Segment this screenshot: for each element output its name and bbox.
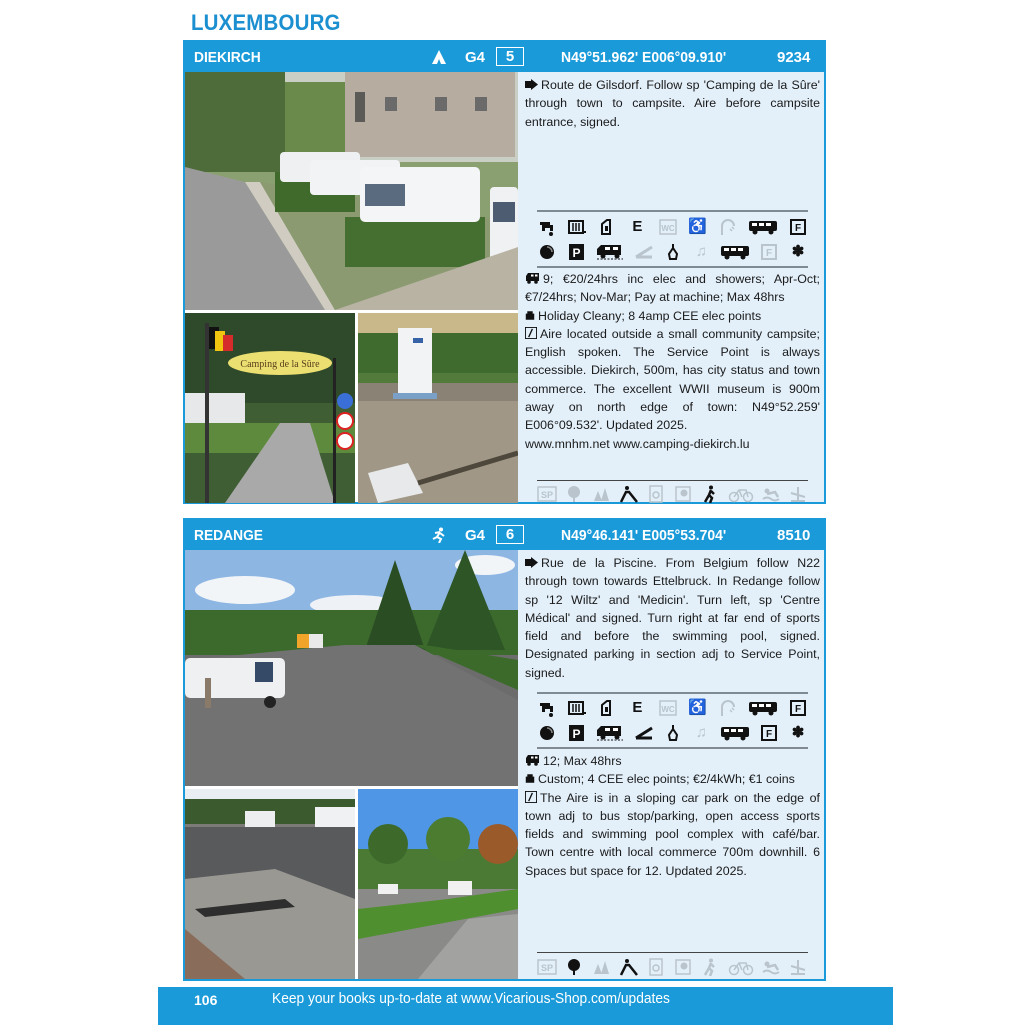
svg-text:F: F (794, 223, 802, 234)
water-tap-icon (537, 699, 557, 717)
directions-text: Rue de la Piscine. From Belgium follow N22 through town towards Ettelbruck. In Redange follow sp '12 Wiltz' and 'Medicin'. Turn left, sp 'Centre Médical' and signed. Turn right at far end of sports field and before the swimming pool, signed. Designated parking in section adj to Service Point, signed. (525, 556, 820, 680)
electricity-icon: E (632, 217, 643, 235)
lighting-icon (663, 243, 683, 261)
gps-coordinates: N49°46.141' E005°53.704' (561, 527, 727, 544)
noise-icon: ♫ (695, 723, 707, 741)
open-all-year-icon: ✽ (791, 242, 805, 260)
page-title: LUXEMBOURG (191, 10, 341, 35)
walking-icon (700, 485, 720, 503)
wheelchair-icon: ♿ (688, 698, 707, 716)
arrow-directions-icon (525, 557, 538, 568)
page-footer (158, 987, 893, 1025)
entry-name: REDANGE (194, 527, 264, 544)
grey-water-drain-icon (567, 218, 587, 236)
sports-runner-icon (431, 527, 447, 543)
svg-text:F: F (794, 704, 802, 715)
parking-icon (566, 243, 586, 261)
bus-stop-icon (720, 724, 750, 742)
divider (537, 266, 808, 268)
fuel-icon (788, 218, 808, 236)
bus-stop-icon (720, 243, 750, 261)
photo-collage (185, 72, 518, 502)
info-icon (525, 791, 537, 803)
entry-header (185, 42, 824, 72)
motorhome-bullet-icon (525, 273, 540, 284)
shower-icon (718, 218, 738, 236)
park-icon (591, 485, 611, 503)
token-icon (537, 724, 557, 742)
svg-text:F: F (766, 248, 773, 259)
sp-sign-icon (537, 958, 557, 976)
svg-text:P: P (572, 246, 581, 260)
details-block (525, 752, 820, 880)
photo-motorhomes-parked (185, 72, 518, 310)
svg-text:WC: WC (660, 705, 675, 714)
website-links[interactable]: www.mnhm.net www.camping-diekirch.lu (525, 436, 750, 451)
svg-text:WC: WC (660, 224, 675, 233)
leisure-icons-row (537, 483, 808, 505)
info-icon (525, 327, 537, 339)
swimming-icon (761, 958, 781, 976)
motorhome-bullet-icon (525, 755, 540, 766)
entry-name: DIEKIRCH (194, 49, 261, 66)
service-point-info (525, 770, 820, 788)
open-all-year-icon: ✽ (791, 723, 805, 741)
reference-number: 8510 (777, 527, 811, 544)
swimming-icon (761, 485, 781, 503)
page-number: 106 (194, 992, 218, 1008)
info-text: The Aire is in a sloping car park on the edge of town adj to bus stop/parking, open access sports fields and swimming pool complex with café/bar. Town centre with local commerce 700m downhill. 6 Spaces but space for 12. Updated 2025. (525, 790, 820, 878)
slope-icon (634, 724, 654, 742)
toilet-icon (658, 218, 678, 236)
service-point-icon (525, 773, 535, 784)
slope-icon (634, 243, 654, 261)
service-point-icon (525, 310, 535, 321)
map-number-box: 5 (496, 47, 524, 66)
playground-slide-icon (619, 485, 639, 503)
walking-icon (700, 958, 720, 976)
svg-text:F: F (766, 729, 773, 740)
beach-icon (788, 485, 808, 503)
service-text: Custom; 4 CEE elec points; €2/4kWh; €1 coins (538, 772, 795, 787)
service-icons-row-2 (537, 241, 808, 263)
photo-road-trees (358, 789, 518, 979)
photo-collage (185, 550, 518, 979)
lighting-icon (663, 724, 683, 742)
laundry-icon (673, 958, 693, 976)
tree-icon (564, 485, 584, 503)
parking-info (525, 752, 820, 770)
campsite-tent-icon (431, 49, 447, 65)
fuel-station-icon (759, 243, 779, 261)
divider (537, 952, 808, 953)
park-icon (591, 958, 611, 976)
beach-icon (788, 958, 808, 976)
cycling-icon (728, 485, 754, 503)
svg-text:P: P (572, 727, 581, 741)
toilet-icon (658, 699, 678, 717)
service-icons-row-1 (537, 216, 808, 238)
parking-info (525, 270, 820, 307)
map-number-box: 6 (496, 525, 524, 544)
entry-text (525, 76, 820, 502)
service-point-info (525, 307, 820, 325)
details-block (525, 270, 820, 453)
gps-coordinates: N49°51.962' E006°09.910' (561, 49, 727, 66)
parking-icon (566, 724, 586, 742)
laundry-icon (673, 485, 693, 503)
aire-entry-diekirch (183, 40, 826, 504)
electricity-icon: E (632, 698, 643, 716)
grey-water-drain-icon (567, 699, 587, 717)
service-icons-row-2 (537, 722, 808, 744)
arrow-directions-icon (525, 79, 538, 90)
fuel-icon (788, 699, 808, 717)
service-text: Holiday Cleany; 8 4amp CEE elec points (538, 308, 762, 323)
directions-paragraph (525, 554, 820, 682)
fuel-station-icon (759, 724, 779, 742)
directions-text: Route de Gilsdorf. Follow sp 'Camping de la Sûre' through town to campsite. Aire before campsite entrance, signed. (525, 78, 820, 129)
photo-camping-sign (185, 313, 355, 503)
reference-number: 9234 (777, 49, 811, 66)
water-tap-icon (537, 218, 557, 236)
cycling-icon (728, 958, 754, 976)
wheelchair-icon: ♿ (688, 217, 707, 235)
service-icons-row-1 (537, 697, 808, 719)
parking-text: 12; Max 48hrs (543, 754, 622, 768)
washing-machine-icon (646, 958, 666, 976)
tree-icon (564, 958, 584, 976)
token-icon (537, 243, 557, 261)
bus-icon (748, 218, 778, 236)
motorhome-icon (595, 243, 625, 261)
general-info (525, 325, 820, 435)
grid-reference: G4 (465, 49, 486, 66)
svg-text:SP: SP (540, 963, 554, 973)
entry-text (525, 554, 820, 979)
footer-update-link[interactable]: Keep your books up-to-date at www.Vicarious-Shop.com/updates (272, 991, 670, 1007)
info-text: Aire located outside a small community campsite; English spoken. The Service Point is always accessible. Diekirch, 500m, has city status and town commerce. The excellent WWII museum is 900m away on north edge of town: N49°52.259' E006°09.532'. Updated 2025. (525, 326, 820, 433)
entry-header (185, 520, 824, 550)
washing-machine-icon (646, 485, 666, 503)
parking-text: 9; €20/24hrs inc elec and showers; Apr-Oct; €7/24hrs; Nov-Mar; Pay at machine; Max 48hrs (525, 272, 820, 305)
svg-text:SP: SP (540, 490, 554, 500)
photo-sloping-car-park (185, 550, 518, 786)
playground-slide-icon (619, 958, 639, 976)
divider (537, 480, 808, 481)
black-waste-icon (597, 218, 617, 236)
aire-entry-redange (183, 518, 826, 981)
bus-icon (748, 699, 778, 717)
motorhome-icon (595, 724, 625, 742)
grid-reference: G4 (465, 527, 486, 544)
divider (537, 210, 808, 212)
general-info (525, 789, 820, 880)
shower-icon (718, 699, 738, 717)
photo-service-point (358, 313, 518, 503)
black-waste-icon (597, 699, 617, 717)
divider (537, 747, 808, 749)
divider (537, 692, 808, 694)
sp-sign-icon (537, 485, 557, 503)
noise-icon: ♫ (695, 242, 707, 260)
photo-service-platform (185, 789, 355, 979)
directions-paragraph (525, 76, 820, 131)
leisure-icons-row (537, 956, 808, 978)
camping-sign-text: Camping de la Sûre (240, 359, 320, 370)
